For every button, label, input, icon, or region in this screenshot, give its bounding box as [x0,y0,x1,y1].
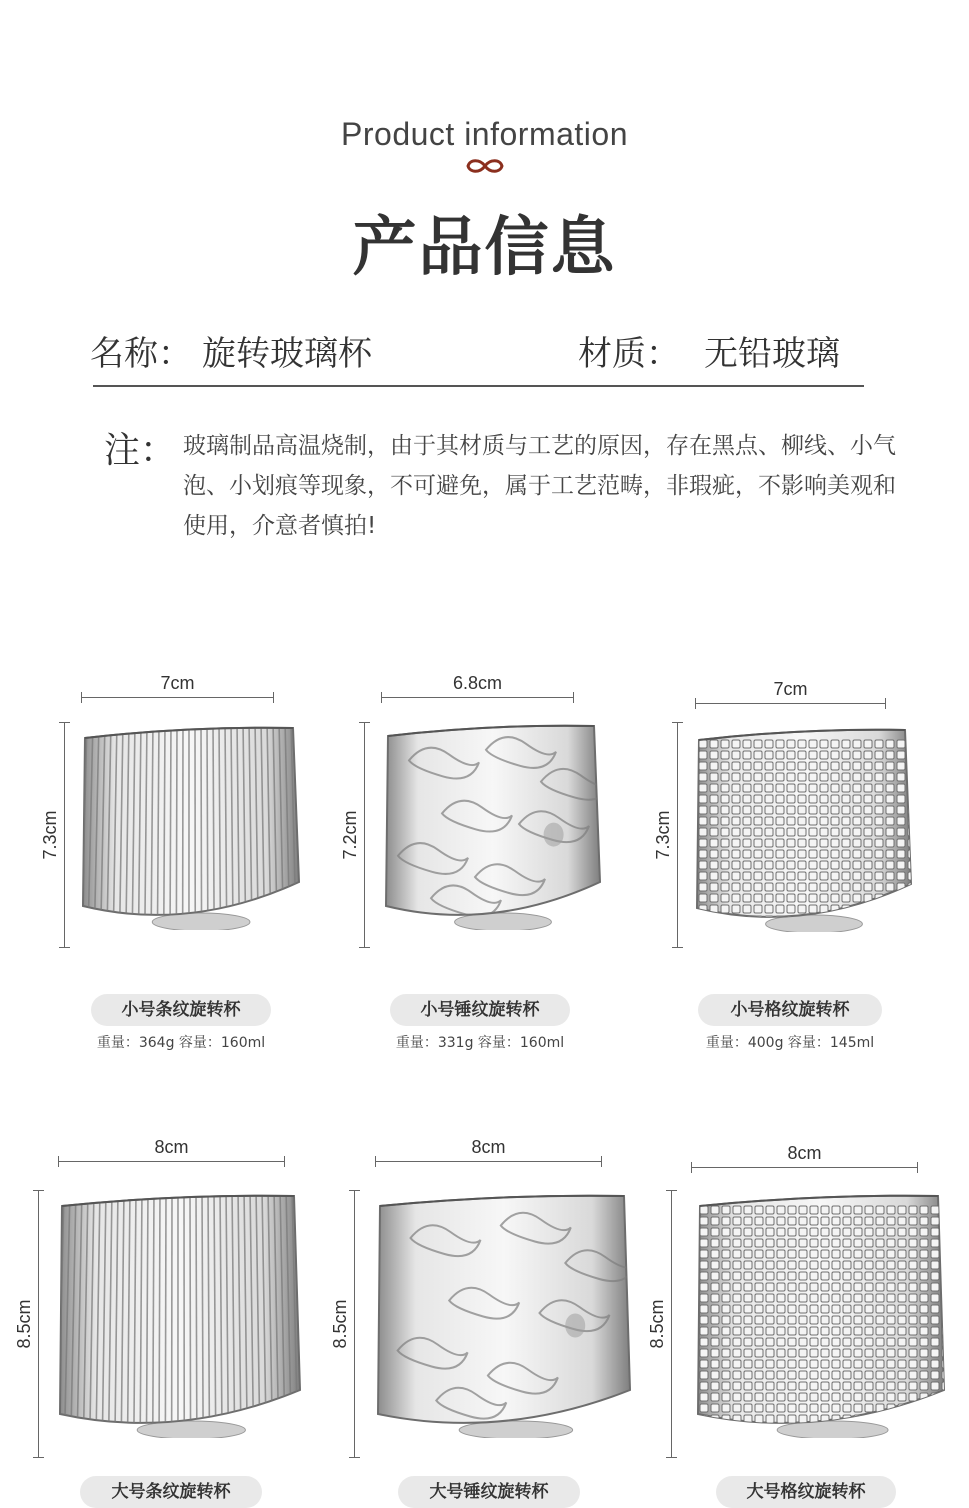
divider [93,385,864,387]
height-dimension-line [364,722,365,948]
width-dimension-line [58,1161,285,1162]
glass-body [386,726,600,915]
width-label: 8cm [375,1137,602,1158]
product-name-pill: 大号锤纹旋转杯 [398,1476,580,1508]
width-dimension-line [81,697,274,698]
product-name-pill: 大号格纹旋转杯 [716,1476,896,1508]
product-name-pill: 小号条纹旋转杯 [91,994,271,1026]
glass-image-hammer [382,718,602,930]
width-label: 7cm [81,673,274,694]
width-dimension-line [695,703,886,704]
name-value: 旋转玻璃杯 [202,326,372,375]
width-label: 7cm [695,679,886,700]
glass-image-stripe [56,1188,302,1438]
height-dimension-line [38,1190,39,1458]
width-dimension-line [381,697,574,698]
material-value: 无铅玻璃 [704,326,840,375]
page-title-cn: 产品信息 [0,196,969,288]
height-label: 8.5cm [14,1289,36,1359]
note-text: 玻璃制品高温烧制，由于其材质与工艺的原因，存在黑点、柳线、小气泡、小划痕等现象，不可避免，属于工艺范畴，非瑕疵，不影响美观和使用，介意者慎拍! [183,426,903,546]
product-name-pill: 大号条纹旋转杯 [80,1476,262,1508]
infinity-icon [462,158,508,174]
width-label: 6.8cm [381,673,574,694]
product-name-pill: 小号格纹旋转杯 [698,994,882,1026]
glass-image-stripe [79,720,301,930]
product-name-pill: 小号锤纹旋转杯 [390,994,570,1026]
product-spec: 重量：331g 容量：160ml [350,1032,610,1052]
height-dimension-line [677,722,678,948]
height-dimension-line [354,1190,355,1458]
width-dimension-line [375,1161,602,1162]
product-spec: 重量：364g 容量：160ml [51,1032,311,1052]
page-title-en: Product information [0,116,969,153]
height-label: 8.5cm [330,1289,352,1359]
height-dimension-line [64,722,65,948]
height-label: 7.3cm [40,800,62,870]
name-label: 名称： [90,326,192,375]
product-spec: 重量：400g 容量：145ml [658,1032,922,1052]
glass-image-grid [694,1188,946,1438]
width-label: 8cm [691,1143,918,1164]
height-dimension-line [671,1190,672,1458]
height-label: 7.2cm [340,800,362,870]
width-dimension-line [691,1167,918,1168]
height-label: 7.3cm [653,800,675,870]
width-label: 8cm [58,1137,285,1158]
note-label: 注： [104,422,176,473]
height-label: 8.5cm [647,1289,669,1359]
material-label: 材质： [578,326,680,375]
glass-image-grid [693,722,913,932]
glass-image-hammer [374,1188,632,1438]
